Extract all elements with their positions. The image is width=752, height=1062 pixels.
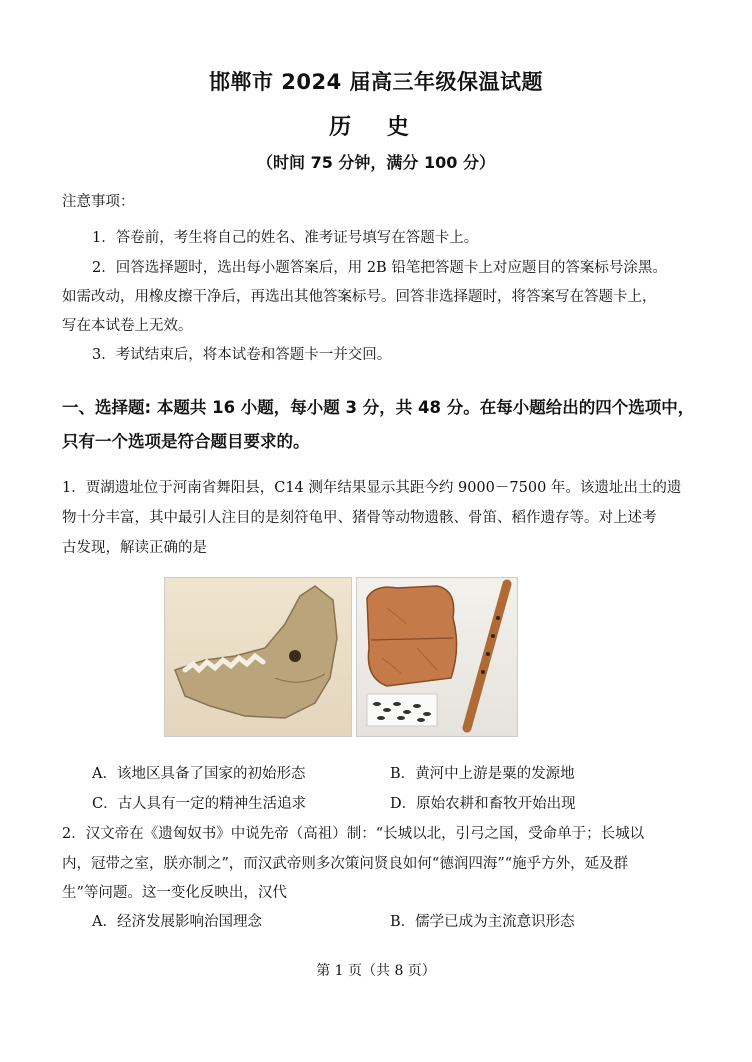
q2-stem-line-3: 生”等问题。这一变化反映出，汉代: [62, 885, 287, 901]
q1-stem-line-2: 物十分丰富，其中最引人注目的是刻符龟甲、猪骨等动物遗骸、骨笛、稻作遗存等。对上述考: [62, 510, 657, 526]
q2-stem-line-2: 内，冠带之室，朕亦制之”，而汉武帝则多次策问贤良如何“德润四海”“施乎方外，延及群: [62, 856, 629, 872]
exam-title: 邯郸市 2024 届高三年级保温试题: [208, 70, 544, 94]
notice-line-3: 3．考试结束后，将本试卷和答题卡一并交回。: [92, 347, 392, 363]
section-heading-line-2: 只有一个选项是符合题目要求的。: [62, 432, 310, 451]
time-note: （时间 75 分钟，满分 100 分）: [257, 153, 495, 172]
subject-title: 历 史: [329, 115, 423, 140]
q2-option-a: A．经济发展影响治国理念: [92, 914, 262, 930]
q1-option-c: C．古人具有一定的精神生活追求: [92, 796, 307, 812]
notice-line-1: 1．答卷前，考生将自己的姓名、准考证号填写在答题卡上。: [92, 230, 479, 246]
q1-stem-line-1: 1．贾湖遗址位于河南省舞阳县，C14 测年结果显示其距今约 9000－7500 年。该遗址出土的遗: [62, 480, 682, 496]
section-heading-line-1: 一、选择题: 本题共 16 小题，每小题 3 分，共 48 分。在每小题给出的四个选项中，: [62, 398, 695, 417]
q1-option-a: A．该地区具备了国家的初始形态: [92, 766, 306, 782]
q2-stem-line-1: 2．汉文帝在《遗匈奴书》中说先帝（高祖）制：“长城以北，引弓之国，受命单于；长城以: [62, 826, 645, 842]
notice-line-2a: 2．回答选择题时，选出每小题答案后，用 2B 铅笔把答题卡上对应题目的答案标号涂黑。: [92, 260, 667, 276]
q1-option-d: D．原始农耕和畜牧开始出现: [390, 796, 576, 812]
notice-line-2c: 写在本试卷上无效。: [62, 318, 193, 334]
q2-option-b: B．儒学已成为主流意识形态: [390, 914, 575, 930]
q1-option-b: B．黄河中上游是粟的发源地: [390, 766, 575, 782]
page-footer: 第 1 页（共 8 页）: [316, 963, 436, 979]
turtle-shell-flute-photo: [356, 577, 518, 737]
notice-line-2b: 如需改动，用橡皮擦干净后，再选出其他答案标号。回答非选择题时，将答案写在答题卡上，: [62, 289, 657, 305]
jawbone-photo: [164, 577, 352, 737]
notice-heading: 注意事项：: [62, 194, 135, 210]
q1-stem-line-3: 古发现，解读正确的是: [62, 540, 207, 556]
